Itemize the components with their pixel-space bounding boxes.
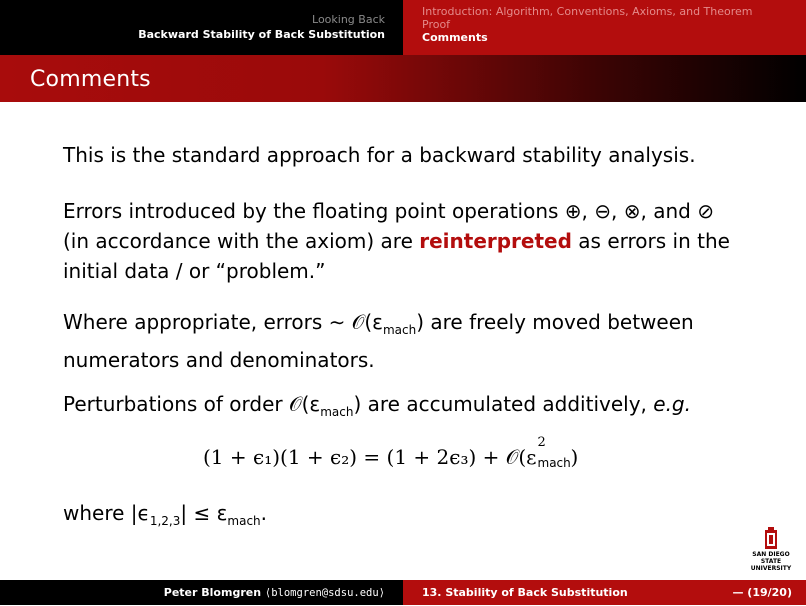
footer-author	[0, 580, 403, 605]
paragraph-3-line-2: numerators and denominators.	[63, 348, 375, 372]
equation-script	[537, 435, 571, 470]
nav-item-proof[interactable]: Proof	[422, 18, 451, 31]
paragraph-5-text: where |ϵ	[63, 501, 150, 525]
paragraph-5-text-cont: | ≤ ε	[180, 501, 228, 525]
eg-italic: e.g.	[653, 392, 691, 416]
paragraph-2-line-1: Errors introduced by the floating point operations ⊕, ⊖, ⊗, and ⊘	[63, 199, 714, 223]
display-equation	[203, 435, 579, 472]
emphasis-reinterpreted: reinterpreted	[419, 229, 572, 253]
paragraph-5-period: .	[260, 501, 268, 525]
paragraph-5	[63, 498, 267, 536]
paragraph-2	[63, 196, 730, 286]
nav-item-introduction[interactable]: Introduction: Algorithm, Conventions, Axioms, and Theorem	[422, 5, 753, 18]
logo-emblem-icon	[746, 527, 796, 551]
subscript-mach: mach	[382, 323, 417, 337]
paragraph-2-text-cont: as errors in the	[571, 229, 730, 253]
paragraph-2-text: (in accordance with the axiom) are	[63, 229, 420, 253]
footer-email: ⟨blomgren@sdsu.edu⟩	[264, 587, 385, 599]
paragraph-4-text-cont: ) are accumulated additively,	[353, 392, 654, 416]
logo-text	[746, 551, 796, 572]
paragraph-4-text: Perturbations of order 𝒪(ε	[63, 392, 321, 416]
footer-author-name: Peter Blomgren	[163, 586, 262, 599]
logo-line-2: UNIVERSITY	[750, 565, 792, 572]
paragraph-2-line-3: initial data / or “problem.”	[63, 259, 326, 283]
nav-item-comments[interactable]: Comments	[422, 31, 488, 44]
paragraph-3-text-cont: ) are freely moved between	[416, 310, 694, 334]
paragraph-3	[63, 307, 694, 375]
equation-close: )	[570, 445, 579, 469]
superscript-2: 2	[537, 435, 546, 450]
footer-talk	[403, 580, 806, 605]
subscript-mach: mach	[537, 456, 571, 470]
logo-line-1: SAN DIEGO STATE	[752, 551, 790, 565]
header-subsection[interactable]: Backward Stability of Back Substitution	[138, 28, 385, 41]
frame-title: Comments	[30, 67, 151, 92]
footer-page-number: — (19/20)	[732, 586, 792, 599]
header-section-nav	[0, 0, 403, 55]
footer-talk-title: 13. Stability of Back Substitution	[422, 586, 628, 599]
university-logo	[746, 527, 796, 572]
subscript-mach: mach	[320, 405, 354, 419]
equation-main: (1 + ϵ₁)(1 + ϵ₂) = (1 + 2ϵ₃) + 𝒪(ε	[203, 445, 537, 469]
frame-title-bar	[0, 55, 806, 102]
subscript-indices: 1,2,3	[149, 514, 181, 528]
paragraph-3-text: Where appropriate, errors ∼ 𝒪(ε	[63, 310, 383, 334]
paragraph-4	[63, 389, 691, 427]
header-frame-nav	[403, 0, 806, 55]
subscript-mach: mach	[227, 514, 261, 528]
paragraph-1: This is the standard approach for a backward stability analysis.	[63, 143, 696, 167]
header-section[interactable]: Looking Back	[312, 13, 385, 26]
